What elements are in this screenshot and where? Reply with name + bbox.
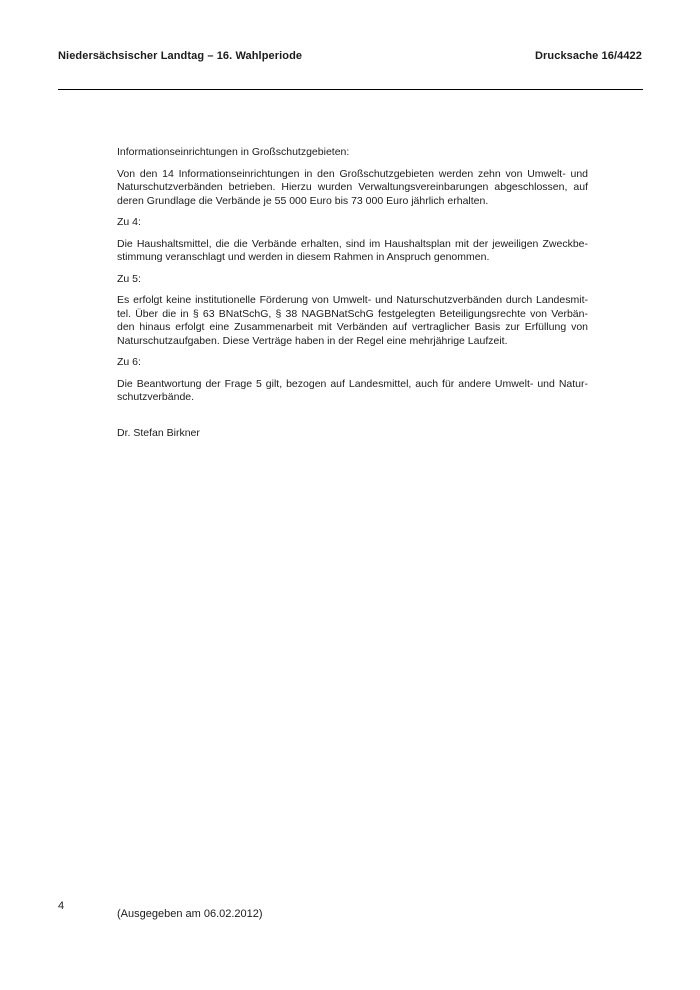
text-line: Informationseinrichtungen in Großschutzgebieten: xyxy=(117,146,350,158)
text-line: deren Grundlage die Verbände je 55 000 Euro bis 73 000 Euro jährlich erhalten. xyxy=(117,194,489,207)
text-line: Es erfolgt keine institutionelle Förderung von Umwelt- und Naturschutzverbänden durch Landesmit- xyxy=(117,294,588,306)
text-line: Die Haushaltsmittel, die die Verbände erhalten, sind im Haushaltsplan mit der jeweiligen Zweckbe- xyxy=(117,237,588,250)
text-line: Von den 14 Informationseinrichtungen in den Großschutzgebieten werden zehn von Umwelt- und xyxy=(117,167,588,180)
header-parliament-title: Niedersächsischer Landtag – 16. Wahlperiode xyxy=(58,50,303,62)
section-heading-zu-6 xyxy=(117,356,588,370)
paragraph-zu-5 xyxy=(117,294,588,348)
paragraph-zu-4 xyxy=(117,238,588,265)
document-body xyxy=(117,146,588,448)
signature-name: Dr. Stefan Birkner xyxy=(117,426,200,439)
section-heading-zu-4 xyxy=(117,216,588,230)
text-line: Zu 4: xyxy=(117,216,141,228)
issued-date-note: (Ausgegeben am 06.02.2012) xyxy=(117,908,263,920)
header-document-number: Drucksache 16/4422 xyxy=(535,50,642,62)
section-heading-zu-5 xyxy=(117,273,588,287)
section-heading-informationseinrichtungen xyxy=(117,146,588,160)
text-line: den hinaus erfolgt eine Zusammenarbeit mit Verbänden auf vertraglicher Basis zur Erfüllung von xyxy=(117,321,588,333)
text-line: schutzverbände. xyxy=(117,391,195,403)
signature-line xyxy=(117,427,588,441)
header-divider xyxy=(58,89,643,90)
paragraph-informationseinrichtungen xyxy=(117,168,588,209)
paragraph-zu-6 xyxy=(117,378,588,405)
text-line: Naturschutzaufgaben. Diese Verträge haben in der Regel eine mehrjährige Laufzeit. xyxy=(117,334,508,347)
text-line: Zu 6: xyxy=(117,356,141,368)
text-line: Die Beantwortung der Frage 5 gilt, bezogen auf Landesmittel, auch für andere Umwelt- und Natur- xyxy=(117,377,588,390)
text-line: Zu 5: xyxy=(117,272,141,285)
text-line: stimmung veranschlagt und werden in diesem Rahmen in Anspruch genommen. xyxy=(117,251,490,263)
text-line: tel. Über die in § 63 BNatSchG, § 38 NAGBNatSchG festgelegten Beteiligungsrechte von Verbän- xyxy=(117,307,588,320)
page-number: 4 xyxy=(58,900,65,912)
text-line: Naturschutzverbänden betrieben. Hierzu wurden Verwaltungsvereinbarungen abgeschlossen, auf xyxy=(117,181,588,193)
